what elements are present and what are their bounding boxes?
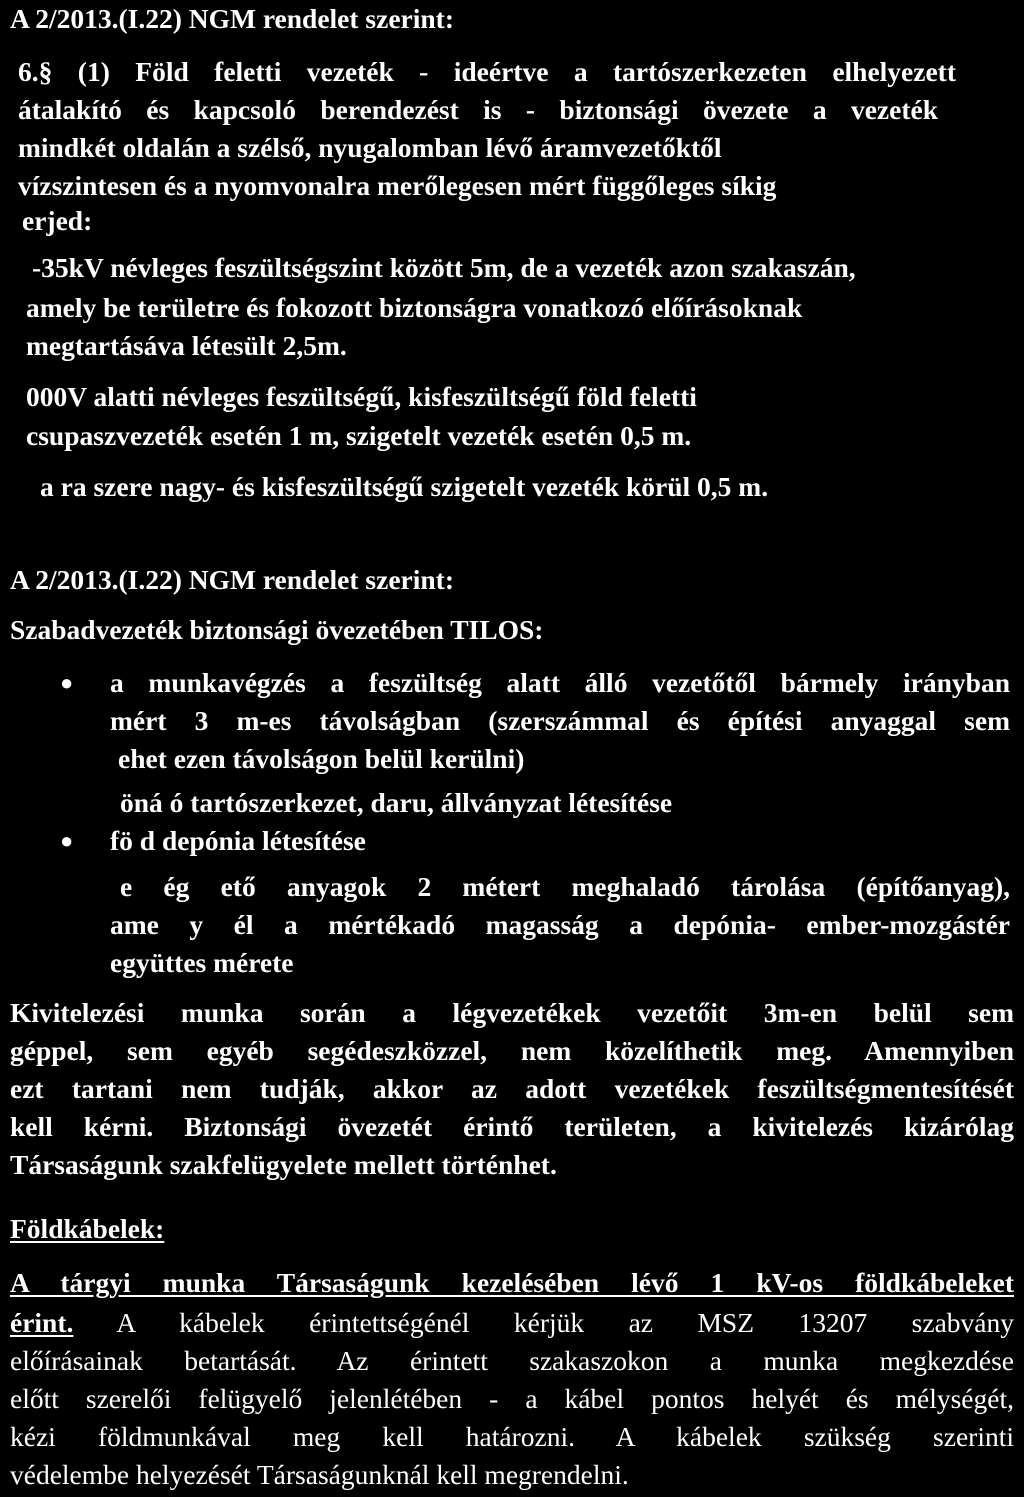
bullet4-line-1: e ég ető anyagok 2 métert meghaladó tárolása (építőanyag), <box>120 871 1010 902</box>
bullet1-line-2: mért 3 m-es távolságban (szerszámmal és építési anyaggal sem <box>110 705 1010 736</box>
section3-line-5: kézi földmunkával meg kell határozni. A kábelek szükség szerinti <box>10 1421 1014 1452</box>
section3-line-2-rest: A kábelek érintettségénél kérjük az MSZ 13207 szabvány <box>73 1307 1014 1338</box>
bullet1-line-1: a munkavégzés a feszültség alatt álló vezetőtől bármely irányban <box>110 667 1010 698</box>
section3-heading: Földkábelek: <box>10 1213 165 1244</box>
section3-line-6: védelembe helyezését Társaságunknál kell megrendelni. <box>10 1459 629 1490</box>
section2-para-line-1: Kivitelezési munka során a légvezetékek vezetőit 3m-en belül sem <box>10 997 1014 1028</box>
section2-para-line-4: kell kérni. Biztonsági övezetét érintő területen, a kivitelezés kizárólag <box>10 1111 1014 1142</box>
item1-line-3: megtartásáva létesült 2,5m. <box>26 330 347 361</box>
section1-title: A 2/2013.(I.22) NGM rendelet szerint: <box>10 3 454 34</box>
section1-para-line-4: vízszintesen és a nyomvonalra merőlegesen mért függőleges síkig <box>18 170 777 201</box>
bullet4-line-2: ame y él a mértékadó magasság a depónia- ember-mozgástér <box>110 909 1010 940</box>
section2-para-line-3: ezt tartani nem tudják, akkor az adott vezetékek feszültségmentesítését <box>10 1073 1014 1104</box>
section2-para-line-5: Társaságunk szakfelügyelete mellett történhet. <box>10 1149 557 1180</box>
section1-para-line-2: átalakító és kapcsoló berendezést is - biztonsági övezete a vezeték <box>18 94 938 125</box>
section1-para-line-1: 6.§ (1) Föld feletti vezeték - ideértve a tartószerkezeten elhelyezett <box>18 56 956 87</box>
item1-line-2: amely be területre és fokozott biztonságra vonatkozó előírásoknak <box>26 292 803 323</box>
section3-line-2 <box>10 1306 1014 1340</box>
section3-line-3: előírásainak betartását. Az érintett szakaszokon a munka megkezdése <box>10 1345 1014 1376</box>
section2-para-line-2: géppel, sem egyéb segédeszközzel, nem közelíthetik meg. Amennyiben <box>10 1035 1014 1066</box>
section2-title: A 2/2013.(I.22) NGM rendelet szerint: <box>10 564 454 595</box>
section3-underlined-line: A tárgyi munka Társaságunk kezelésében lévő 1 kV-os földkábeleket <box>10 1267 1014 1298</box>
item3-line-1: a ra szere nagy- és kisfeszültségű szigetelt vezeték körül 0,5 m. <box>40 471 769 502</box>
item2-line-1: 000V alatti névleges feszültségű, kisfeszültségű föld feletti <box>26 381 697 412</box>
bullet3-line-1: fö d depónia létesítése <box>110 825 366 856</box>
section2-subtitle: Szabadvezeték biztonsági övezetében TILOS: <box>10 614 544 645</box>
section3-line-4: előtt szerelői felügyelő jelenlétében - a kábel pontos helyét és mélységét, <box>10 1383 1014 1414</box>
bullet1-line-3: ehet ezen távolságon belül kerülni) <box>118 743 525 774</box>
item2-line-2: csupaszvezeték esetén 1 m, szigetelt vezeték esetén 0,5 m. <box>26 420 692 451</box>
bullet4-line-3: együttes mérete <box>110 947 294 978</box>
bullet2-line-1: öná ó tartószerkezet, daru, állványzat létesítése <box>120 787 673 818</box>
bullet-dot-1: ● <box>60 670 74 695</box>
section1-para-line-3: mindkét oldalán a szélső, nyugalomban lévő áramvezetőktől <box>18 132 722 163</box>
bullet-dot-2: ● <box>60 828 74 853</box>
section3-line-2-underlined: érint. <box>10 1307 74 1338</box>
item1-line-1: -35kV névleges feszültségszint között 5m, de a vezeték azon szakaszán, <box>32 252 856 283</box>
section1-para-line-5: erjed: <box>22 205 93 236</box>
